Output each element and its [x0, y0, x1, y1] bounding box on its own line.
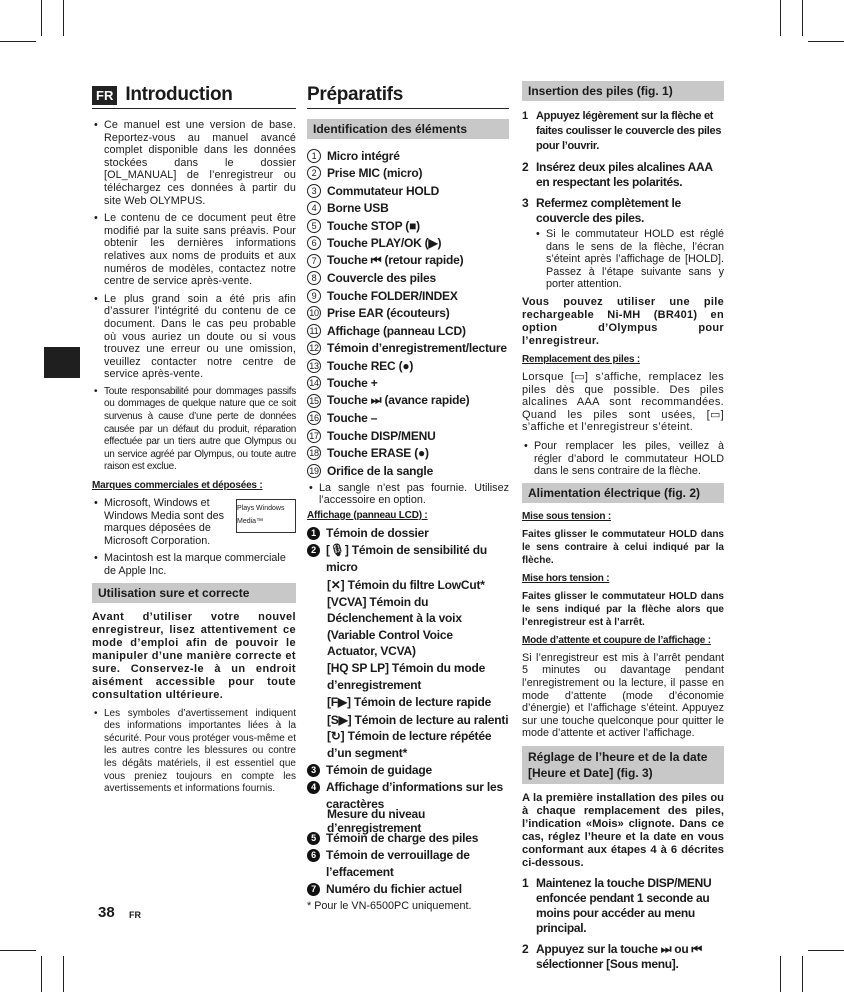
intro-bullet: • Le contenu de ce document peut être modifié par la suite sans préavis. Pour obtenir les dernières informations relatives aux noms de produits et aux numéros de modèles, contactez notre centre de service après-vente.: [92, 212, 296, 288]
lcd-item: 7 Numéro du fichier actuel: [307, 880, 509, 898]
parts-list: [307, 147, 509, 480]
page-lang: FR: [129, 910, 141, 920]
lcd-item: 2 [🎙] Témoin de sensibilité du micro: [307, 542, 509, 576]
part-item: 17 Touche DISP/MENU: [307, 427, 509, 445]
safety-title: Utilisation sure et correcte: [92, 583, 296, 603]
crop-mark: [0, 41, 36, 42]
section-tab: [44, 347, 80, 378]
date-step: 2 Appuyez sur la touche ⏭ ou ⏮ sélectionner [Sous menu].: [522, 941, 702, 971]
column-introduction: [92, 84, 296, 801]
part-item: 15 Touche ⏭ (avance rapide): [307, 392, 509, 410]
part-item: 12 Témoin d’enregistrement/lecture: [307, 340, 509, 358]
footnote: * Pour le VN-6500PC uniquement.: [307, 899, 472, 912]
crop-mark: [802, 0, 803, 36]
part-item: 10 Prise EAR (écouteurs): [307, 305, 509, 323]
part-item: 1 Micro intégré: [307, 147, 509, 165]
lcd-title: Affichage (panneau LCD) :: [307, 509, 428, 521]
replace-title: Remplacement des piles :: [522, 353, 641, 365]
part-item: 19 Orifice de la sangle: [307, 462, 509, 480]
intro-bullet: • Le plus grand soin a été pris afin d’assurer l’intégrité du contenu de ce document. Dans le cas peu probable où vous auriez un doute ou si vous trouvez une erreur ou une omission, veuillez contacter notre centre de service après-vente.: [92, 293, 296, 381]
part-item: 9 Touche FOLDER/INDEX: [307, 287, 509, 305]
part-item: 4 Borne USB: [307, 200, 509, 218]
crop-mark: [780, 956, 781, 992]
battery-step: 2 Insérez deux piles alcalines AAA en respectant les polarités.: [522, 160, 713, 189]
trademark-item: • Plays Windows Media™ Microsoft, Windows et Windows Media sont des marques déposées de Microsoft Corporation.: [92, 497, 296, 547]
part-item: 16 Touche –: [307, 410, 509, 428]
lcd-item: 1 Témoin de dossier: [307, 525, 509, 543]
lcd-item: [↻] Témoin de lecture répétée d’un segment*: [327, 729, 492, 760]
safety-warning: Avant d’utiliser votre nouvel enregistreur, lisez attentivement ce mode d’emploi afin de pouvoir le manipuler d’une manière correcte et sure. Conservez-le à un endroit aisément accessible pour toute consultation ultérieure.: [92, 610, 296, 701]
date-step: 1 Maintenez la touche DISP/MENU enfoncée pendant 1 seconde au moins pour accéder au menu principal.: [522, 875, 712, 935]
lcd-item: [F▶] Témoin de lecture rapide: [327, 695, 492, 709]
date-title: Réglage de l’heure et de la date [Heure et Date] (fig. 3): [522, 746, 724, 784]
step-note: • Si le commutateur HOLD est réglé dans le sens de la flèche, l’écran s’éteint après l’affichage de [HOLD]. Passez à l’étape suivante sans y porter attention.: [534, 228, 724, 291]
replace-bullet: • Pour remplacer les piles, veillez à régler d’abord le commutateur HOLD dans le sens contraire de la flèche.: [522, 440, 724, 478]
lcd-item: [HQ SP LP] Témoin du mode d’enregistrement: [327, 661, 486, 692]
power-title: Alimentation électrique (fig. 2): [522, 483, 724, 503]
preparatifs-heading: Préparatifs: [307, 84, 509, 109]
intro-bullet: • Ce manuel est une version de base. Reportez-vous au manuel avancé complet disponible dans les données stockées dans le dossier [OL_MANUAL] de l’enregistreur ou téléchargez ces données à partir du site Web OLYMPUS.: [92, 119, 296, 207]
part-item: 5 Touche STOP (■): [307, 217, 509, 235]
part-item: 18 Touche ERASE (●): [307, 445, 509, 463]
lcd-item: 4 Affichage d’informations sur les caractères: [307, 779, 509, 812]
crop-mark: [0, 950, 36, 951]
part-item: 2 Prise MIC (micro): [307, 165, 509, 183]
crop-mark: [802, 956, 803, 992]
part-item: 6 Touche PLAY/OK (▶): [307, 235, 509, 253]
lcd-item: [S▶] Témoin de lecture au ralenti: [327, 712, 509, 727]
standby-title: Mode d’attente et coupure de l’affichage :: [522, 634, 711, 646]
trademarks-title: Marques commerciales et déposées :: [92, 480, 263, 492]
standby-text: Si l’enregistreur est mis à l’arrêt pendant 5 minutes ou davantage pendant l’enregistrement ou la lecture, il passe en mode d’attente (mode d’économie d’énergie) et l’affichage s’éteint. Appuyez sur une touche quelconque pour quitter le mode d’attente et activer l’affichage.: [522, 651, 724, 740]
lcd-item: Mesure du niveau d’enregistrement: [327, 806, 426, 835]
crop-mark: [63, 0, 64, 36]
part-item: 14 Touche +: [307, 375, 509, 393]
introduction-heading: FR Introduction: [92, 84, 296, 109]
nimh-note: Vous pouvez utiliser une pile rechargeable Ni-MH (BR401) en option d’Olympus pour l’enregistreur.: [522, 295, 724, 347]
date-intro: A la première installation des piles ou à chaque remplacement des piles, l’indication «Mois» clignote. Dans ce cas, réglez l’heure et la date en vous conformant aux étapes 4 à 6 décrites ci-dessous.: [522, 791, 724, 869]
battery-step: 1 Appuyez légèrement sur la flèche et faites coulisser le couvercle des piles pour l’ouvrir.: [522, 110, 722, 152]
page-number: 38: [98, 904, 115, 921]
battery-step: 3 Refermez complètement le couvercle des piles.: [522, 196, 681, 225]
crop-mark: [780, 0, 781, 36]
crop-mark: [41, 0, 42, 36]
power-off-text: Faites glisser le commutateur HOLD dans le sens indiqué par la flèche alors que l’enregistreur est à l’arrêt.: [522, 590, 724, 628]
replace-text: Lorsque [▭] s’affiche, remplacez les piles dès que possible. Des piles alcalines AAA sont recommandées. Quand les piles sont usées, [▭] s’affiche et l’enregistreur s’éteint.: [522, 370, 724, 434]
column-preparatifs: [307, 84, 509, 912]
power-on-title: Mise sous tension :: [522, 510, 611, 522]
power-off-title: Mise hors tension :: [522, 572, 610, 584]
part-item: 3 Commutateur HOLD: [307, 182, 509, 200]
lcd-item: [✕] Témoin du filtre LowCut*: [327, 577, 485, 592]
part-item: 13 Touche REC (●): [307, 357, 509, 375]
lcd-item: 3 Témoin de guidage: [307, 761, 509, 779]
lcd-item: [VCVA] Témoin du Déclenchement à la voix (Variable Control Voice Actuator, VCVA): [327, 594, 462, 659]
part-item: 11 Affichage (panneau LCD): [307, 322, 509, 340]
ident-title: Identification des éléments: [307, 119, 509, 139]
safety-bullet: • Les symboles d’avertissement indiquent des informations importantes liées à la sécurité. Pour vous protéger vous-même et les autres contre les blessures ou contre les dégâts matériels, il est essentiel que vous preniez toujours en compte les avertissements et informations fournis.: [92, 708, 296, 796]
lcd-item: 5 Témoin de charge des piles: [307, 830, 509, 848]
lcd-item: 6 Témoin de verrouillage de l’effacement: [307, 847, 509, 880]
crop-mark: [808, 41, 844, 42]
strap-note: • La sangle n’est pas fournie. Utilisez l’accessoire en option.: [307, 482, 509, 507]
part-item: 7 Touche ⏮ (retour rapide): [307, 252, 509, 270]
crop-mark: [41, 956, 42, 992]
part-item: 8 Couvercle des piles: [307, 270, 509, 288]
lang-badge: FR: [92, 86, 117, 105]
crop-mark: [63, 956, 64, 992]
battery-title: Insertion des piles (fig. 1): [522, 81, 724, 101]
intro-bullet: • Toute responsabilité pour dommages passifs ou dommages de quelque nature que ce soit survenus à cause d’une perte de données causée par un défaut du produit, réparation effectuée par un tiers autre que Olympus ou un service agréé par Olympus, ou toute autre raison est exclue.: [92, 386, 296, 474]
windows-media-logo: • Plays Windows Media™: [236, 499, 296, 533]
trademark-item: • Macintosh est la marque commerciale de Apple Inc.: [92, 552, 296, 577]
crop-mark: [808, 950, 844, 951]
power-on-text: Faites glisser le commutateur HOLD dans le sens contraire à celui indiqué par la flèche.: [522, 528, 724, 566]
column-batteries: [522, 81, 724, 978]
